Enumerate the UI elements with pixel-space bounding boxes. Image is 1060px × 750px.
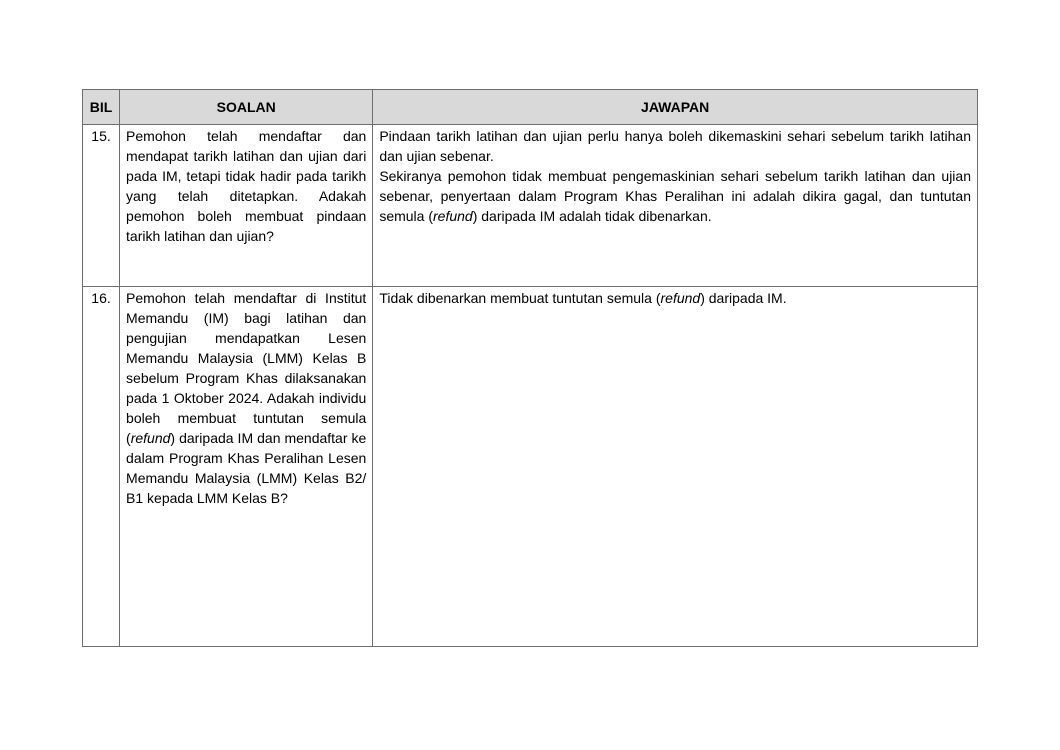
header-bil: BIL	[83, 90, 120, 125]
question-text	[126, 288, 366, 508]
answer-text: Tidak dibenarkan membuat tuntutan semula (	[379, 290, 661, 306]
row-number: 15.	[83, 125, 120, 287]
question-cell	[120, 125, 373, 287]
answer-emphasis: refund	[660, 290, 701, 306]
answer-paragraph	[379, 166, 971, 226]
question-text-part: ) daripada IM dan mendaftar ke dalam Program Khas Peralihan Lesen Memandu Malaysia (LMM) Kelas B2/ B1 kepada LMM Kelas B?	[126, 430, 367, 506]
answer-text: ) daripada IM.	[700, 290, 787, 306]
header-soalan: SOALAN	[120, 90, 373, 125]
header-jawapan: JAWAPAN	[373, 90, 978, 125]
table-header-row	[83, 90, 978, 125]
question-text-part: Pemohon telah mendaftar di Institut Memandu (IM) bagi latihan dan pengujian mendapatkan Lesen Memandu Malaysia (LMM) Kelas B sebelum Program Khas dilaksanakan pada 1 Oktober 2024. Adakah individu boleh membuat tuntutan semula (	[126, 290, 367, 446]
question-emphasis: refund	[130, 430, 171, 446]
table-row	[83, 125, 978, 287]
answer-emphasis: refund	[433, 208, 473, 224]
answer-text: Sekiranya pemohon tidak membuat pengemaskinian sehari sebelum tarikh latihan dan ujian sebenar, penyertaan dalam Program Khas Peralihan ini adalah dikira gagal, dan tuntutan semula (	[379, 168, 971, 224]
table-row	[83, 287, 978, 647]
answer-paragraph: Pindaan tarikh latihan dan ujian perlu hanya boleh dikemaskini sehari sebelum tarikh latihan dan ujian sebenar.	[379, 128, 971, 164]
answer-text: ) daripada IM adalah tidak dibenarkan.	[472, 208, 712, 224]
answer-cell	[373, 125, 978, 287]
faq-table	[82, 89, 978, 647]
answer-cell	[373, 287, 978, 647]
row-number: 16.	[83, 287, 120, 647]
question-text: Pemohon telah mendaftar dan mendapat tarikh latihan dan ujian dari pada IM, tetapi tidak hadir pada tarikh yang telah ditetapkan. Adakah pemohon boleh membuat pindaan tarikh latihan dan ujian?	[126, 128, 367, 244]
question-cell	[120, 287, 373, 647]
answer-paragraph	[379, 288, 971, 308]
